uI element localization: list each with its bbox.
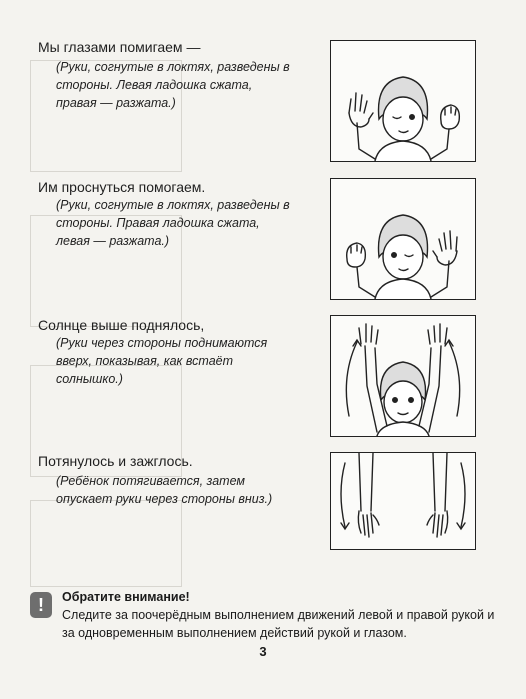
girl-arms-raised-illustration bbox=[331, 316, 475, 436]
instruction-note-2: (Руки, согнутые в локтях, разведены в стороны. Правая ладошка сжата, левая — разжата.) bbox=[56, 198, 290, 248]
page-number: 3 bbox=[259, 644, 267, 659]
illustration-panel-2 bbox=[330, 178, 476, 300]
verse-line-2: Им проснуться помогаем. bbox=[38, 179, 206, 195]
exclamation-icon: ! bbox=[30, 592, 52, 618]
show-through-ghost bbox=[30, 500, 182, 587]
attention-title: Обратите внимание! bbox=[62, 590, 190, 604]
attention-text: Следите за поочерёдным выполнением движений левой и правой рукой и за одновременным выполнением действий рукой и глазом. bbox=[62, 608, 495, 640]
illustration-panel-3 bbox=[330, 315, 476, 437]
girl-blinking-illustration bbox=[331, 41, 475, 161]
instruction-note-3: (Руки через стороны поднимаются вверх, показывая, как встаёт солнышко.) bbox=[56, 336, 268, 386]
verse-line-1: Мы глазами помигаем — bbox=[38, 39, 201, 55]
illustration-panel-1 bbox=[330, 40, 476, 162]
arms-lowering-illustration bbox=[331, 453, 475, 549]
verse-line-3: Солнце выше поднялось, bbox=[38, 317, 205, 333]
verse-line-4: Потянулось и зажглось. bbox=[38, 453, 193, 469]
illustration-panel-4 bbox=[330, 452, 476, 550]
instruction-note-4: (Ребёнок потягивается, затем опускает руки через стороны вниз.) bbox=[56, 474, 273, 506]
girl-blinking-other-side-illustration bbox=[331, 179, 475, 299]
instruction-note-1: (Руки, согнутые в локтях, разведены в стороны. Левая ладошка сжата, правая — разжата.) bbox=[56, 60, 290, 110]
